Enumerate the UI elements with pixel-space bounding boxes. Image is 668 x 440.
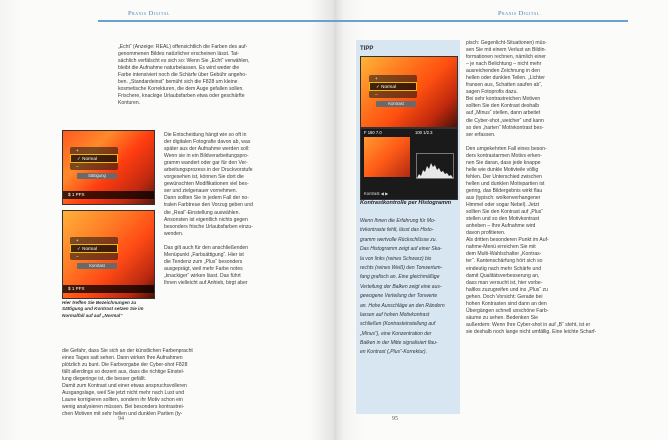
text-line: besonders frische Urlaubsfarben einzu- <box>164 223 253 230</box>
text-line: „knackiger“ wirken lässt. Das führt <box>164 272 241 279</box>
page-number-left: 94 <box>118 416 124 422</box>
histogram-graph <box>416 153 454 179</box>
tip-text-line: tivkontraste fehlt, lässt das Histo- <box>360 227 434 234</box>
text-line: sie deshalb noch lange nicht umfällig. Eine leichte Scharf- <box>466 328 597 335</box>
text-line: Übergängen schnell unschöne Farb- <box>466 307 549 314</box>
text-line: sagen Fotoprofis dazu. <box>466 89 518 96</box>
text-line: Bei sehr kontrastreichen Motiven <box>466 96 541 103</box>
text-line: tralen Farbtreue den Vorzug geben und <box>164 202 253 209</box>
text-line: hohen Kontrasten sind dann an den <box>466 300 547 307</box>
text-line: formationen rechnen, nämlich einer <box>466 54 546 61</box>
text-line: ausgeprägt, weil mehr Farbe notes <box>164 265 243 272</box>
text-line: Himmel oder sogar Nebel). Jetzt <box>466 202 540 209</box>
lcd-bottom-bar: Kontrast ◀ ▶ <box>364 191 389 196</box>
photo-caption: Hier treffen Sie Bezeichnungen zu Sättigung und Kontrast setzen Sie im Normalfall auf auf „Normal“ <box>62 300 144 318</box>
tip-camera-menu-photo <box>360 56 458 128</box>
text-line: eindeutig nach mehr Schärfe und <box>466 265 542 272</box>
tip-text-line: gewogene Verteilung der Tonwerte <box>360 293 438 300</box>
menu-item-minus: − <box>76 164 79 169</box>
text-line: Ihnen vielleicht auf Anhieb, birgt aber <box>164 279 248 286</box>
tip-text-line: la von links (reines Schwarz) bis <box>360 255 432 262</box>
camera-menu-photo-saturation <box>62 130 155 205</box>
tip-text-line: en Kontrast („Plus“-Korrektur). <box>360 349 427 356</box>
text-line: die Tendenz zum „Plus“ besonders <box>164 258 243 265</box>
text-line: Damit zum Kontrast und einer etwas anspruchsvolleren <box>62 383 187 390</box>
text-line: sächlich verfälscht es sich so: Wenn Sie „Echt“ verwählen, <box>118 58 250 65</box>
camera-menu-photo-contrast <box>62 210 155 299</box>
running-header-left: Praxis Digital <box>128 10 170 17</box>
text-line: vorgesehen ist, können Sie dort die <box>164 174 244 181</box>
text-line: Menüpunkt „Farbsättigung“. Hier ist <box>164 251 244 258</box>
text-line: helle wie dunkle Motivteile völlig <box>466 166 539 173</box>
tip-text-line: schließen (Kontrasteinstellung auf <box>360 321 436 328</box>
tip-paragraph <box>360 217 445 358</box>
text-line: Ansonsten ist eigentlich nichts gegen <box>164 216 248 223</box>
text-line: fällt allerdings so dezent aus, dass die richtige Einstel- <box>62 369 185 376</box>
text-line: eines Tages satt sehen. Dann wirken Ihre Aufnahmen <box>62 355 183 362</box>
text-line: hellen und dunklen Motivpartien ist <box>466 180 545 187</box>
left-top-paragraph <box>118 44 250 107</box>
text-line: davon profitieren. <box>466 230 506 237</box>
text-line: säume zu sehen. Bedenken Sie <box>466 314 538 321</box>
menu-item-minus: − <box>76 254 79 259</box>
text-line: Frischere, knackige Urlaubsfarben etwa oder geschärfte <box>118 93 245 100</box>
text-line: arbeitungsprozess in der Druckvorstufe <box>164 167 253 174</box>
text-line: ser erfassen. <box>466 131 496 138</box>
text-line: pisch: Gegenlicht-Situationen) müs- <box>466 40 547 46</box>
menu-sub-label: Kontrast <box>77 263 117 269</box>
menu-sub-label: Kontrast <box>376 101 416 107</box>
text-line: fransen aus, Schatten saufen ab“, <box>466 82 543 89</box>
text-line: Dann sollten Sie in jedem Fall der no- <box>164 195 249 202</box>
text-line: kosmetische Korrekturen, die dem Auge gefallen sollen. <box>118 86 244 93</box>
camera-menu <box>70 147 118 170</box>
text-line: dem Multi-Wahlschalter „Kontras- <box>466 251 542 258</box>
text-line: die Gefahr, dass Sie sich an der künstlichen Farbenpracht <box>62 348 193 354</box>
text-line: Als dritten besonderen Punkt im Auf- <box>466 237 549 244</box>
text-line: Die Entscheidung hängt wie so oft in <box>164 132 247 138</box>
camera-menu <box>70 237 118 260</box>
text-line: wenden. <box>164 230 184 237</box>
text-line: die „Real“-Einstellung auswählen. <box>164 209 240 216</box>
text-line <box>164 238 253 245</box>
text-line: außerdem: Wenn Ihre Cyber-shot in auf „B“ steht, ist er <box>466 321 591 328</box>
text-line: der digitalen Fotografie davon ab, was <box>164 139 251 146</box>
text-line: sollten Sie den Kontrast auf „Plus“ <box>466 209 544 216</box>
tip-text-line: „Minus“), eine Konzentration der <box>360 330 432 337</box>
menu-item-normal: ✓ Normal <box>369 82 417 91</box>
text-line: ders kontrastarmen Motivs erken- <box>466 152 542 159</box>
tip-text-line: an. Hohe Ausschläge an den Rändern <box>360 302 445 309</box>
camera-status-bar: $ 1 PFX <box>63 285 154 293</box>
text-line: plötzlich zu bunt. Die Farbvorgabe der Cyber-shot F828 <box>62 362 188 369</box>
tip-text-line: gramm wertvolle Rückschlüsse zu. <box>360 236 437 243</box>
lcd-info-right: 100 1/2.3 <box>415 130 433 135</box>
camera-menu <box>369 75 417 98</box>
tip-text-line: lassen auf hohen Motivkontrast <box>360 311 430 318</box>
left-bottom-paragraph <box>62 348 193 418</box>
header-rule-left <box>98 20 334 22</box>
tip-text-line: Das Histogramm zeigt auf einer Ska- <box>360 246 442 253</box>
text-line: ausreichenden Zeichnung in den <box>466 68 540 75</box>
tip-heading: Kontrastkontrolle per Histogramm <box>360 200 452 206</box>
text-line: aus (typisch: wolkenverhangener <box>466 195 541 202</box>
text-line: später aus der Aufnahme werden soll: <box>164 146 250 153</box>
text-line: gehen. Doch Vorsicht: Gerade bei <box>466 293 543 300</box>
text-line: wenig analysieren müssen. Bei besonders kontrastrei- <box>62 404 185 411</box>
tip-label: TIPP <box>360 46 374 52</box>
text-line: Wenn sie in ein Bildverarbeitungspro- <box>164 153 249 160</box>
text-line: damit Qualitätsverbesserung an, <box>466 272 540 279</box>
text-line: ter“. Kantenschärfung hört sich so <box>466 258 543 265</box>
menu-item-plus: + <box>375 76 378 81</box>
text-line: gering, das Bildergebnis wirkt flau <box>466 187 543 194</box>
text-line: – je nach Belichtung – nicht mehr <box>466 61 542 68</box>
camera-status-bar: $ 1 PFX <box>63 191 154 199</box>
text-line: genommenen Bildes natürlicher erscheinen lässt. Tat- <box>118 51 240 58</box>
text-line: auf „Minus“ stellen, dann arbeitet <box>466 110 541 117</box>
text-line: so den „harten“ Motivkontrast bes- <box>466 124 544 131</box>
page-number-right: 95 <box>392 416 398 422</box>
menu-item-normal: ✓ Normal <box>70 244 118 253</box>
text-line: die Cyber-shot „weicher“ und kann <box>466 117 544 124</box>
text-line: chen Motiven mit sehr hellen und dunklen Partien (ty- <box>62 411 183 418</box>
menu-item-plus: + <box>76 148 79 153</box>
text-line: anheben – Ihre Aufnahme wird <box>466 223 536 230</box>
text-line: bleibt die Aufnahme naturbelassen. Es wird weder die <box>118 65 240 72</box>
text-line: ben. „Standardeinst“ bemüht sich die F828 um kleine <box>118 79 238 86</box>
text-line: fehlen. Der Unterschied zwischen <box>466 173 542 180</box>
lcd-info-left: F 160 7.0 <box>364 130 382 135</box>
text-line: nen Sie daran, dass jede knappe <box>466 159 541 166</box>
text-line: „Echt“ (Anzeige: REAL) offensichtlich die Farben des auf- <box>118 44 248 50</box>
text-line: dass man versucht ist, hier vorbe- <box>466 279 543 286</box>
tip-text-line: Balken in der Mitte signalisiert flau- <box>360 340 438 347</box>
tip-histogram-screen <box>360 128 458 200</box>
text-line: Den umgekehrten Fall eines beson- <box>466 145 547 152</box>
text-line: Farbe intensiviert noch die Schärfe über Gebühr angeho- <box>118 72 247 79</box>
text-line: Ausgangslage, weil Sie jetzt nicht mehr nach Lust und <box>62 390 185 397</box>
menu-sub-label: Sättigung <box>77 173 117 179</box>
tip-text-line: Wenn Ihnen die Erfahrung für Mo- <box>360 218 436 224</box>
tip-text-line: rechts (reines Weiß) den Tonwertum- <box>360 264 443 271</box>
running-header-right: Praxis Digital <box>498 10 540 17</box>
menu-item-minus: − <box>375 92 378 97</box>
left-middle-column <box>164 132 253 287</box>
text-line: sen Sie mit einem Verlust an Bildin- <box>466 47 547 54</box>
text-line: Laune korrigieren sollten, sondern ihr Motiv schon ein <box>62 397 183 404</box>
text-line: sollten Sie den Kontrast deshalb <box>466 103 540 110</box>
text-line: hellen oder dunklen Teilen. „Lichter <box>466 75 545 82</box>
text-line: gramm wandert oder gar für den Ver- <box>164 160 248 167</box>
menu-item-plus: + <box>76 238 79 243</box>
right-main-column <box>466 40 596 336</box>
menu-item-normal: ✓ Normal <box>70 154 118 163</box>
text-line: haltlos zuzugreifen und ins „Plus“ zu <box>466 286 548 293</box>
tip-text-line: fang grafisch an. Eine gleichmäßige <box>360 274 440 281</box>
text-line: gewünschten Modifikationen viel bes- <box>164 181 249 188</box>
lcd-thumbnail <box>364 137 410 177</box>
text-line: nahme-Menü erreichen Sie mit <box>466 244 536 251</box>
tip-text-line: Verteilung der Balken zeigt eine aus- <box>360 283 442 290</box>
text-line: lung diegeringe ist, die besser gefällt. <box>62 376 147 383</box>
header-rule-right <box>334 20 628 22</box>
text-line: stellen und so den Motivkontrast <box>466 216 540 223</box>
text-line: Das gilt auch für den anschließenden <box>164 244 249 251</box>
text-line <box>466 139 596 146</box>
text-line: ser und zielgenauer vornehmen. <box>164 188 238 195</box>
text-line: Konturen. <box>118 100 141 107</box>
